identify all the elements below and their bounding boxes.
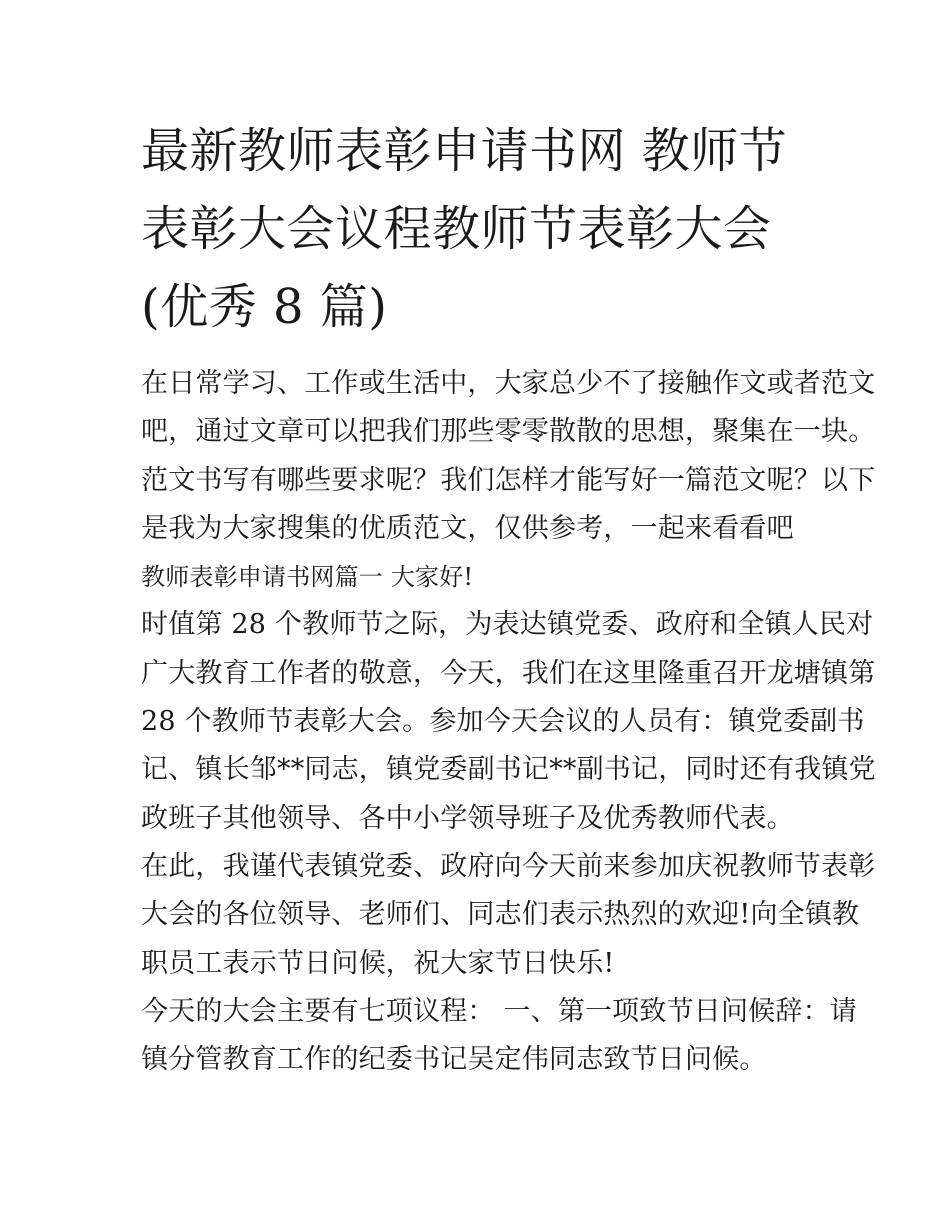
text-line: 是我为大家搜集的优质范文，仅供参考，一起来看看吧 bbox=[141, 512, 794, 544]
body-paragraph bbox=[141, 843, 876, 988]
section-heading-paragraph bbox=[141, 553, 813, 601]
body-paragraph bbox=[141, 988, 857, 1085]
text-line: 广大教育工作者的敬意，今天，我们在这里隆重召开龙塘镇第 bbox=[141, 657, 876, 689]
text-line: 记、镇长邹**同志，镇党委副书记**副书记，同时还有我镇党 bbox=[141, 754, 876, 786]
title-line: (优秀 8 篇) bbox=[141, 279, 388, 335]
text-line: 镇分管教育工作的纪委书记吴定伟同志致节日问候。 bbox=[141, 1044, 767, 1076]
text-line: 在此，我谨代表镇党委、政府向今天前来参加庆祝教师节表彰 bbox=[141, 850, 876, 882]
text-line: 时值第 28 个教师节之际，为表达镇党委、政府和全镇人民对 bbox=[141, 609, 874, 641]
text-line: 今天的大会主要有七项议程： 一、第一项致节日问候辞：请 bbox=[141, 995, 857, 1027]
text-line: 教师表彰申请书网篇一 大家好! bbox=[141, 563, 474, 592]
text-line: 在日常学习、工作或生活中，大家总少不了接触作文或者范文 bbox=[141, 368, 876, 399]
title-line: 表彰大会议程教师节表彰大会 bbox=[141, 201, 772, 257]
text-line: 28 个教师节表彰大会。参加今天会议的人员有：镇党委副书 bbox=[141, 706, 865, 738]
text-line: 大会的各位领导、老师们、同志们表示热烈的欢迎!向全镇教 bbox=[141, 899, 860, 931]
body-paragraph bbox=[141, 601, 876, 842]
document-page bbox=[141, 112, 876, 1084]
document-title bbox=[141, 112, 813, 346]
text-line: 政班子其他领导、各中小学领导班子及优秀教师代表。 bbox=[141, 802, 794, 834]
text-line: 职员工表示节日问候，祝大家节日快乐! bbox=[141, 947, 615, 979]
text-line: 吧，通过文章可以把我们那些零零散散的思想，聚集在一块。 bbox=[141, 416, 876, 448]
text-line: 范文书写有哪些要求呢？我们怎样才能写好一篇范文呢？以下 bbox=[141, 464, 876, 496]
title-line: 最新教师表彰申请书网 教师节 bbox=[141, 123, 788, 179]
intro-paragraph bbox=[141, 360, 876, 553]
